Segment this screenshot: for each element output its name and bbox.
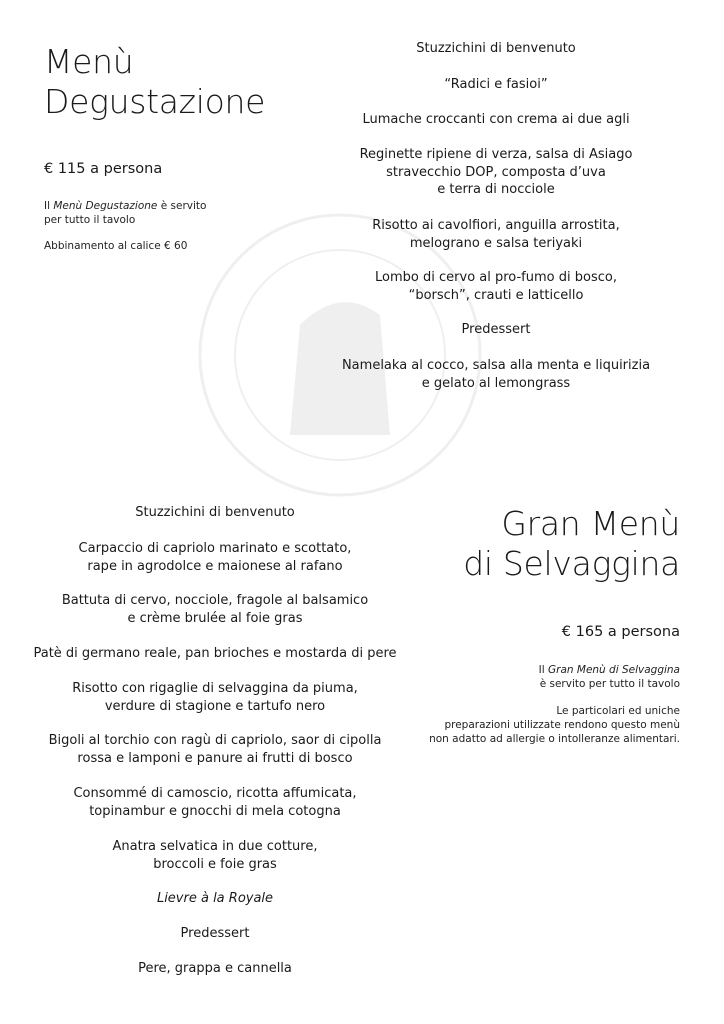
course-line: Carpaccio di capriolo marinato e scottato, [78,541,352,556]
title-line: di Selvaggina [463,544,680,583]
course-line: topinambur e gnocchi di mela cotogna [89,803,341,819]
selvaggina-price: € 165 a persona [561,624,680,640]
course [157,890,273,908]
course [360,146,633,199]
selvaggina-note [539,663,680,691]
note-text: Il [44,200,54,212]
title-line: Degustazione [44,82,266,121]
course-line: “borsch”, crauti e latticello [408,287,584,303]
course-line: e gelato al lemongrass [421,375,571,391]
course [73,785,356,820]
course [375,269,617,304]
course-line: non adatto ad allergie o intolleranze alimentari. [429,733,680,745]
course-line: Reginette ripiene di verza, salsa di Asiago [359,147,633,162]
course-line: melograno e salsa teriyaki [409,235,583,251]
course [362,111,629,129]
course [113,838,318,873]
course [138,960,292,978]
course-line: Pere, grappa e cannella [138,961,292,976]
course-line: Battuta di cervo, nocciole, fragole al balsamico [61,593,369,608]
course [79,540,352,575]
course [372,217,620,252]
course-line: Consommé di camoscio, ricotta affumicata, [73,786,357,801]
course [416,40,576,58]
course-line: Risotto con rigaglie di selvaggina da piuma, [72,681,358,696]
course-line: Lombo di cervo al pro-fumo di bosco, [375,270,617,285]
course [33,645,396,663]
course-line: preparazioni utilizzate rendono questo menù [444,719,680,731]
course-line: Anatra selvatica in due cotture, [112,839,318,854]
note-menu-name: Menù Degustazione [53,200,158,212]
course-line: broccoli e foie gras [153,856,277,872]
course [62,592,368,627]
course-line: Le particolari ed uniche [556,705,680,717]
note-menu-name: Gran Menù di Selvaggina [548,664,680,676]
selvaggina-allergy-note [429,704,680,746]
course [72,680,358,715]
course-line: Predessert [461,322,531,337]
title-line: Menù [44,42,134,81]
course-line: rossa e lamponi e panure ai frutti di bosco [77,750,353,766]
course-line: verdure di stagione e tartufo nero [104,698,326,714]
course [135,504,295,522]
course [49,732,382,767]
course [462,321,531,339]
course-line: Risotto ai cavolfiori, anguilla arrostita, [372,218,620,233]
note-text: per tutto il tavolo [44,214,136,226]
note-text: è servito [157,200,207,212]
degustazione-pairing: Abbinamento al calice € 60 [44,240,188,252]
course-line: Namelaka al cocco, salsa alla menta e liquirizia [341,358,651,373]
course-line: Lumache croccanti con crema ai due agli [362,112,630,127]
course [342,357,650,392]
course-line: e terra di nocciole [437,182,555,197]
degustazione-title [44,42,265,122]
selvaggina-title [463,504,680,584]
course-line: rape in agrodolce e maionese al rafano [87,558,343,574]
course [181,925,250,943]
course-line: Predessert [180,926,250,941]
course [444,76,547,94]
title-line: Gran Menù [501,504,680,543]
course-line: Stuzzichini di benvenuto [416,41,576,56]
note-text: è servito per tutto il tavolo [539,678,680,690]
degustazione-price: € 115 a persona [44,161,163,177]
course-line: e crème brulée al foie gras [127,610,303,626]
course-line: Stuzzichini di benvenuto [135,505,295,520]
course-line: stravecchio DOP, composta d’uva [386,164,606,180]
course-line: Patè di germano reale, pan brioches e mostarda di pere [33,646,397,661]
degustazione-note [44,199,206,227]
course-line: “Radici e fasioi” [444,77,548,92]
course-line: Bigoli al torchio con ragù di capriolo, saor di cipolla [48,733,382,748]
course-line: Lievre à la Royale [156,891,274,906]
note-text: Il [538,664,548,676]
